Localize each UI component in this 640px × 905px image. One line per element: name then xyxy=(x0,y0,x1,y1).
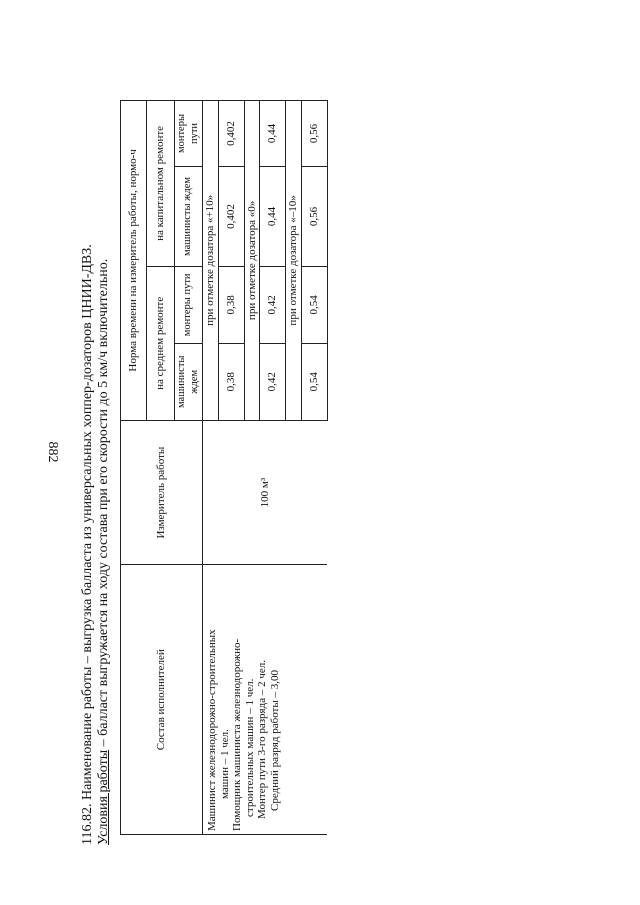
page-number: 882 xyxy=(45,441,60,463)
heading-line-2 xyxy=(96,85,112,845)
value-cell: 0,38 xyxy=(218,266,244,343)
rotated-content xyxy=(80,85,320,845)
value-cell: 0,54 xyxy=(301,343,327,420)
header-capital-repair: на капитальном ремонте xyxy=(147,101,175,267)
condition-row: при отметке дозатора «–10» xyxy=(286,101,302,421)
heading-conditions-label: Условия работы xyxy=(96,749,111,845)
value-cell: 0,54 xyxy=(301,266,327,343)
heading xyxy=(80,85,112,845)
heading-line-1: 116.82. Наименование работы – выгрузка балласта из универсальных хоппер-дозаторов ЦНИИ-ДВЗ. xyxy=(80,244,95,845)
header-track-fitters: монтеры пути xyxy=(175,101,203,167)
value-cell: 0,56 xyxy=(301,101,327,167)
staff-line: машин – 1 чел. xyxy=(218,729,231,799)
header-staff: Состав исполнителей xyxy=(121,565,203,835)
value-cell: 0,56 xyxy=(301,167,327,267)
value-cell: 0,402 xyxy=(218,167,244,267)
norms-table xyxy=(120,100,328,835)
condition-row: при отметке дозатора «+10» xyxy=(203,101,219,421)
header-norm: Норма времени на измеритель работы, нормо-ч xyxy=(121,101,147,421)
condition-row: при отметке дозатора «0» xyxy=(244,101,260,421)
heading-conditions-text: – балласт выгружается на ходу состава при его скорости до 5 км/ч включительно. xyxy=(96,258,111,750)
meter-cell: 100 м³ xyxy=(203,420,328,565)
header-meter: Измеритель работы xyxy=(121,420,203,565)
header-medium-repair: на среднем ремонте xyxy=(147,266,175,420)
staff-line: Помощник машиниста железнодорожно- xyxy=(231,638,243,831)
staff-line: Монтер пути 3-го разряда – 2 чел. xyxy=(256,660,268,819)
header-machinists: машинисты ждем xyxy=(175,343,203,420)
header-machinists: машинисты ждем xyxy=(175,167,203,267)
staff-line: Машинист железнодорожно-строительных xyxy=(206,629,218,831)
staff-line: строительных машин – 1 чел. xyxy=(243,678,256,817)
value-cell: 0,44 xyxy=(260,167,286,267)
value-cell: 0,402 xyxy=(218,101,244,167)
staff-line: Средний разряд работы – 3,00 xyxy=(268,670,281,811)
value-cell: 0,38 xyxy=(218,343,244,420)
value-cell: 0,44 xyxy=(260,101,286,167)
value-cell: 0,42 xyxy=(260,343,286,420)
header-track-fitters: монтеры пути xyxy=(175,266,203,343)
value-cell: 0,42 xyxy=(260,266,286,343)
staff-cell xyxy=(203,565,328,835)
